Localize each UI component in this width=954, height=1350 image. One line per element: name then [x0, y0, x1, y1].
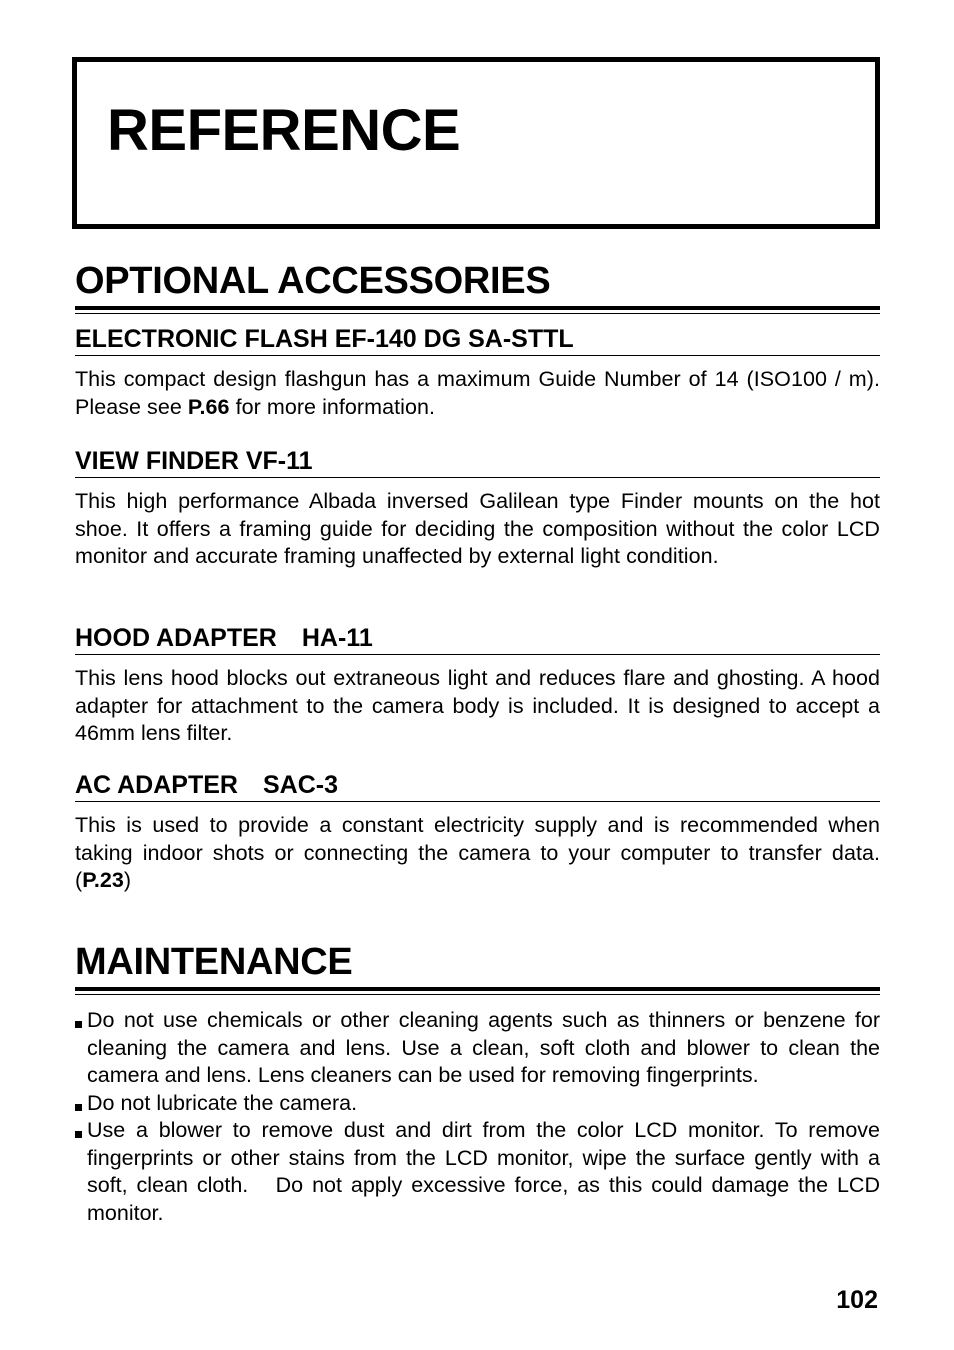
page-number: 102 [836, 1286, 878, 1314]
description-text-end: ) [123, 868, 132, 893]
maintenance-section [75, 943, 880, 991]
accessory-hood-adapter [75, 625, 880, 748]
accessory-ac-adapter [75, 772, 880, 895]
accessory-description: This high performance Albada inversed Galilean type Finder mounts on the hot shoe. It offers a framing guide for deciding the composition without the color LCD monitor and accurate framing unaffected by external light condition. [75, 489, 880, 569]
list-item [75, 1007, 880, 1090]
square-bullet-icon [75, 1021, 82, 1028]
accessory-description: This lens hood blocks out extraneous light and reduces flare and ghosting. A hood adapter for attachment to the camera body is included. It is designed to accept a 46mm lens filter. [75, 666, 880, 746]
accessory-title: ELECTRONIC FLASH EF-140 DG SA-STTL [75, 326, 880, 356]
square-bullet-icon [75, 1131, 82, 1138]
optional-accessories-section [75, 262, 880, 310]
accessory-description [75, 366, 880, 421]
list-item [75, 1090, 880, 1118]
reference-title: REFERENCE [107, 98, 461, 163]
accessory-title: VIEW FINDER VF-11 [75, 448, 880, 478]
list-item-text: Do not lubricate the camera. [87, 1090, 358, 1115]
description-text: This is used to provide a constant electricity supply and is recommended when taking indoor shots or connecting the camera to your computer to transfer data. ( [75, 813, 880, 893]
list-item-text: Use a blower to remove dust and dirt from the color LCD monitor. To remove fingerprints or other stains from the LCD monitor, wipe the surface gently with a soft, clean cloth. Do not apply excessive force, as this could damage the LCD monitor. [87, 1118, 880, 1225]
list-item-text: Do not use chemicals or other cleaning agents such as thinners or benzene for cleaning the camera and lens. Use a clean, soft cloth and blower to clean the camera and lens. Lens cleaners can be used for removing fingerprints. [87, 1008, 880, 1087]
page-reference: P.23 [82, 868, 124, 893]
description-text-end: for more information. [229, 394, 436, 419]
optional-accessories-heading: OPTIONAL ACCESSORIES [75, 262, 880, 310]
accessory-view-finder [75, 448, 880, 571]
reference-title-box [72, 57, 880, 229]
maintenance-list [75, 1007, 880, 1227]
accessory-title: HOOD ADAPTER HA-11 [75, 625, 880, 655]
accessory-title: AC ADAPTER SAC-3 [75, 772, 880, 802]
list-item [75, 1117, 880, 1227]
accessory-electronic-flash [75, 326, 880, 421]
maintenance-heading: MAINTENANCE [75, 943, 880, 991]
accessory-description [75, 812, 880, 895]
page-reference: P.66 [187, 394, 230, 419]
square-bullet-icon [75, 1104, 82, 1111]
description-text: This compact design flashgun has a maximum Guide Number of 14 (ISO100 / m). Please see [75, 367, 880, 419]
